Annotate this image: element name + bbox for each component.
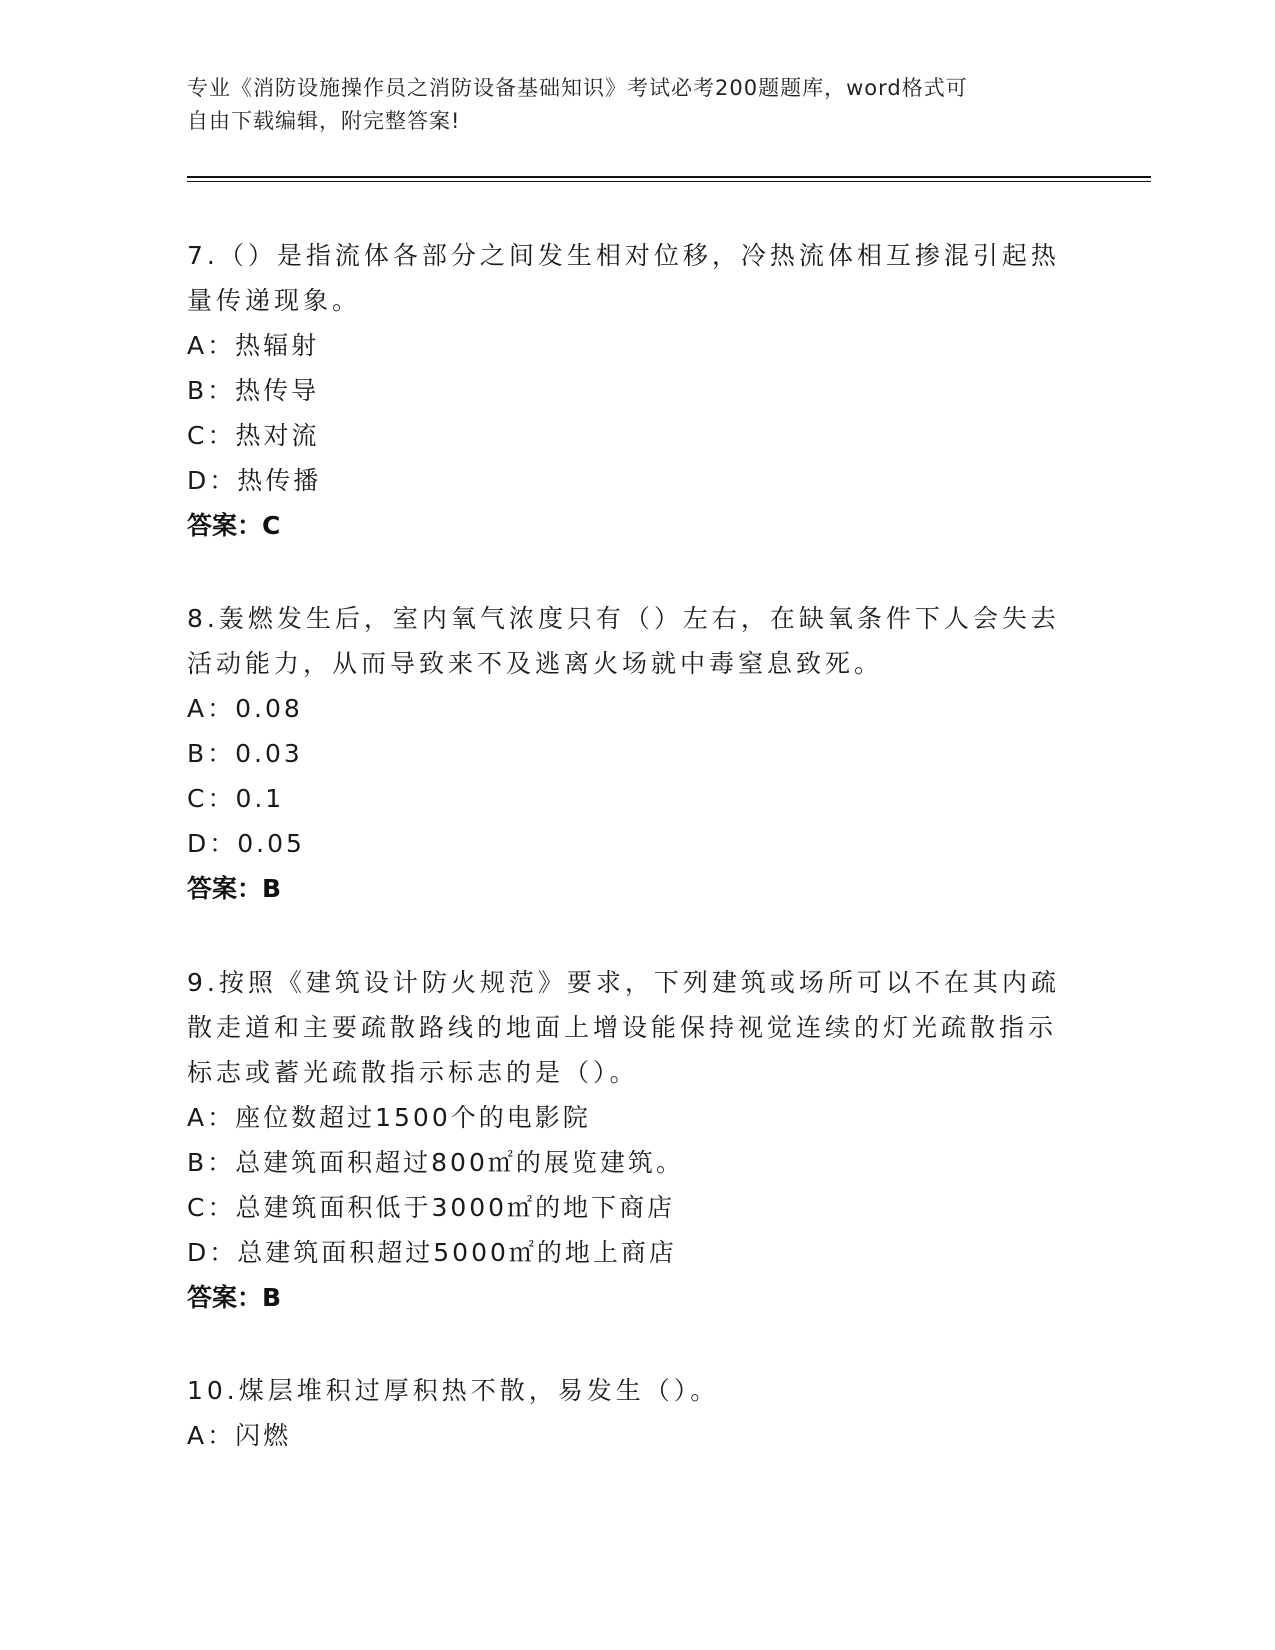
question-stem: 10.煤层堆积过厚积热不散，易发生（）。 — [187, 1376, 720, 1405]
option-c: C：0.1 — [187, 784, 285, 813]
question-7 — [187, 233, 1067, 548]
option-a: A：热辐射 — [187, 331, 320, 360]
question-9 — [187, 960, 1067, 1320]
answer: 答案：B — [187, 1283, 282, 1312]
option-a: A：0.08 — [187, 694, 303, 723]
document-header — [187, 72, 1067, 138]
option-a: A：闪燃 — [187, 1421, 292, 1450]
option-b: B：热传导 — [187, 376, 320, 405]
option-a: A：座位数超过1500个的电影院 — [187, 1103, 591, 1132]
option-b: B：总建筑面积超过800㎡的展览建筑。 — [187, 1148, 684, 1177]
question-10 — [187, 1368, 1067, 1458]
option-d: D：总建筑面积超过5000㎡的地上商店 — [187, 1238, 677, 1267]
header-line-2: 自由下载编辑，附完整答案! — [187, 109, 461, 133]
answer: 答案：C — [187, 511, 281, 540]
question-stem: 9.按照《建筑设计防火规范》要求，下列建筑或场所可以不在其内疏散走道和主要疏散路线的地面上增设能保持视觉连续的灯光疏散指示标志或蓄光疏散指示标志的是（）。 — [187, 968, 1060, 1087]
option-d: D：0.05 — [187, 829, 305, 858]
answer: 答案：B — [187, 874, 282, 903]
option-b: B：0.03 — [187, 739, 303, 768]
header-divider — [187, 176, 1151, 182]
option-d: D：热传播 — [187, 466, 322, 495]
question-8 — [187, 596, 1067, 911]
option-c: C：总建筑面积低于3000㎡的地下商店 — [187, 1193, 676, 1222]
question-stem: 7.（）是指流体各部分之间发生相对位移，冷热流体相互掺混引起热量传递现象。 — [187, 241, 1060, 315]
option-c: C：热对流 — [187, 421, 320, 450]
header-line-1: 专业《消防设施操作员之消防设备基础知识》考试必考200题题库，word格式可 — [187, 76, 968, 100]
question-stem: 8.轰燃发生后，室内氧气浓度只有（）左右，在缺氧条件下人会失去活动能力，从而导致来不及逃离火场就中毒窒息致死。 — [187, 604, 1060, 678]
